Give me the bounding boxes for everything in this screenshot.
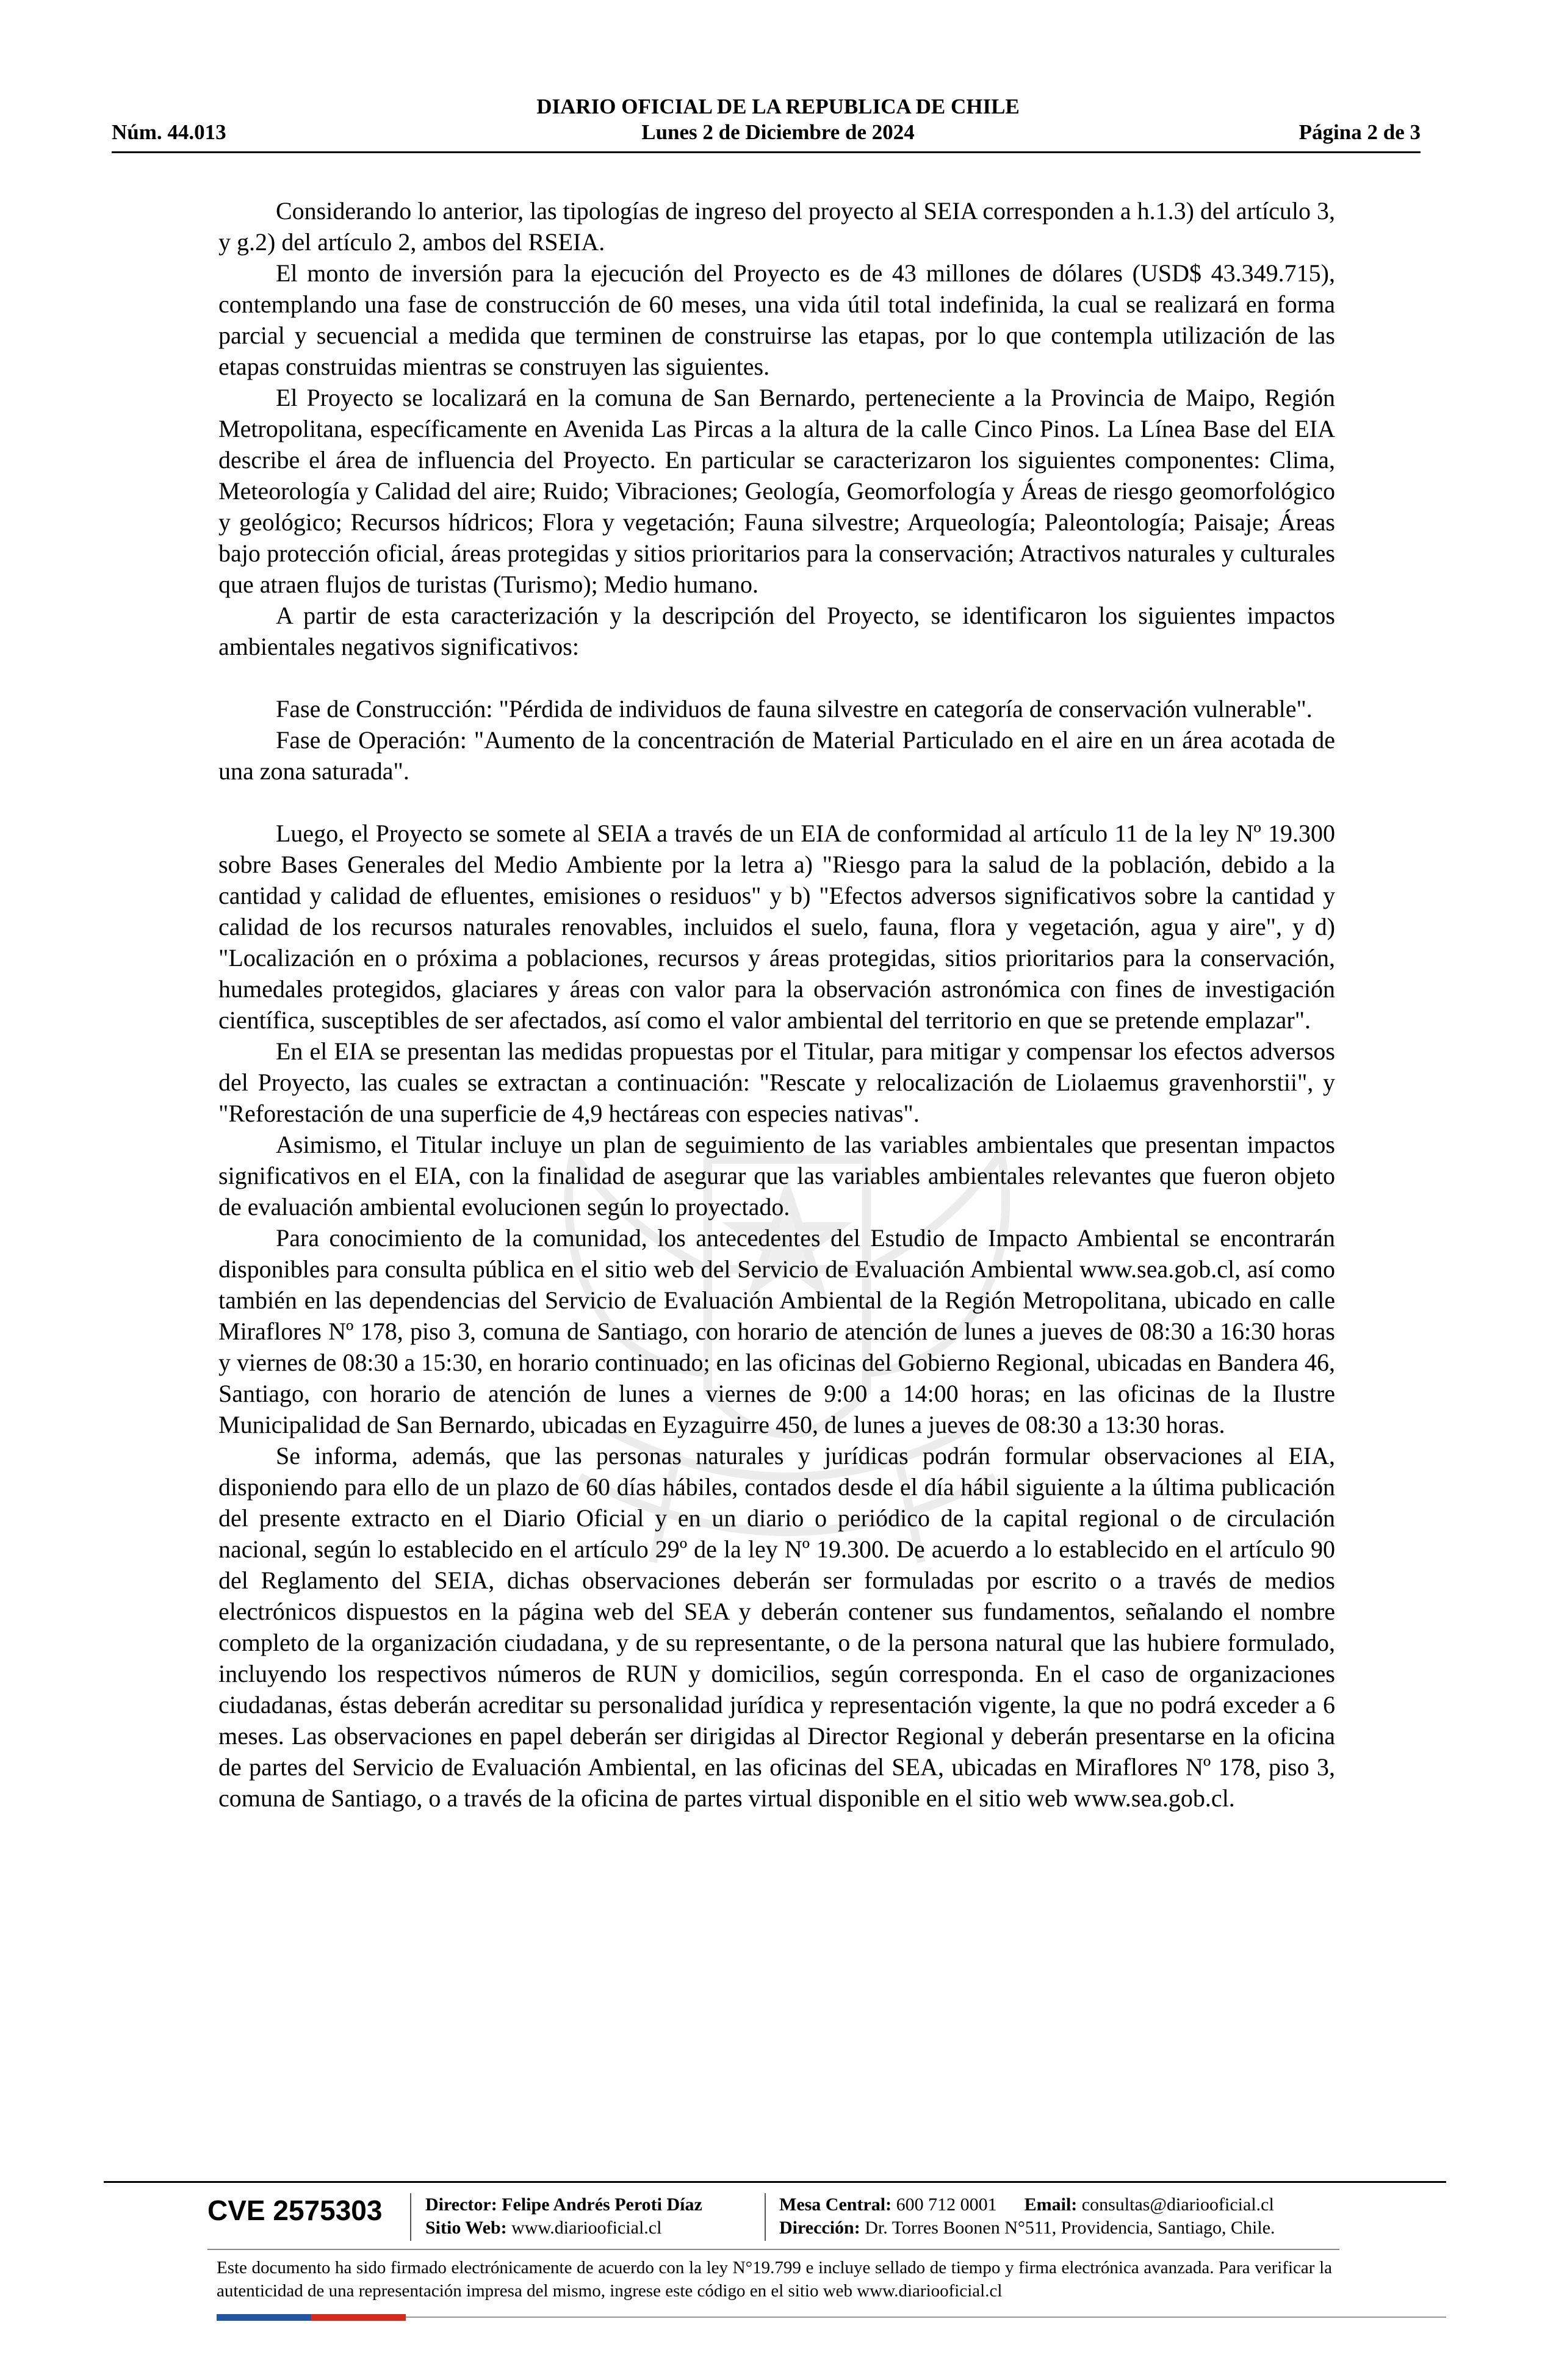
website-line [425,2216,661,2240]
paragraph-investment: El monto de inversión para la ejecución del Proyecto es de 43 millones de dólares (USD$ 43.349.715), contemplando una fase de construcción de 60 meses, una vida útil total indefinida, la cual se realizará en forma parcial y secuencial a medida que terminen de construirse las etapas, por lo que contempla utilización de las etapas construidas mientras se construyen las siguientes. [218,259,1335,380]
issue-number: Núm. 44.013 [112,120,226,144]
cve-code: CVE 2575303 [207,2194,383,2226]
website-link[interactable]: www.diariooficial.cl [511,2218,662,2238]
spacer [218,662,1335,693]
spacer [218,787,1335,818]
email-label: Email: [1024,2194,1078,2215]
chile-flag-bar [217,2314,406,2321]
paragraph-operation-phase: Fase de Operación: "Aumento de la concentración de Material Particulado en el aire en un área acotada de una zona saturada". [218,726,1335,785]
newspaper-title: DIARIO OFICIAL DE LA REPUBLICA DE CHILE [536,95,1020,118]
article-body [218,195,1335,1814]
paragraph-construction-phase: Fase de Construcción: "Pérdida de individuos de fauna silvestre en categoría de conservación vulnerable". [276,695,1313,723]
address-line [779,2216,1275,2240]
address-label: Dirección: [779,2218,860,2238]
page-indicator: Página 2 de 3 [1298,120,1421,144]
issue-date: Lunes 2 de Diciembre de 2024 [641,120,915,144]
footer-divider-middle [207,2249,1339,2250]
paragraph-observations: Se informa, además, que las personas naturales y jurídicas podrán formular observaciones al EIA, disponiendo para ello de un plazo de 60 días hábiles, contados desde el día hábil siguiente a la última publicación del presente extracto en el Diario Oficial y en un diario o periódico de la capital regional o de circulación nacional, según lo establecido en el artículo 29º de la ley Nº 19.300. De acuerdo a lo establecido en el artículo 90 del Reglamento del SEIA, dichas observaciones deberán ser formuladas por escrito o a través de medios electrónicos dispuestos en la página web del SEA y deberán contener sus fundamentos, señalando el nombre completo de la organización ciudadana, y de su representante, o de la persona natural que las hubiere formulado, incluyendo los respectivos números de RUN y domicilios, según corresponda. En el caso de organizaciones ciudadanas, éstas deberán acreditar su personalidad jurídica y representación vigente, la que no podrá exceder a 6 meses. Las observaciones en papel deberán ser dirigidas al Director Regional y deberán presentarse en la oficina de partes del Servicio de Evaluación Ambiental, en las oficinas del SEA, ubicadas en Miraflores Nº 178, piso 3, comuna de Santiago, o a través de la oficina de partes virtual disponible en el sitio web www.sea.gob.cl. [218,1442,1335,1812]
director-name: Felipe Andrés Peroti Díaz [502,2194,702,2215]
flag-blue-stripe [217,2314,311,2321]
footer-separator [765,2193,766,2241]
paragraph-typologies: Considerando lo anterior, las tipologías de ingreso del proyecto al SEIA corresponden a h.1.3) del artículo 3, y g.2) del artículo 2, ambos del RSEIA. [218,197,1335,256]
paragraph-impacts-intro: A partir de esta caracterización y la descripción del Proyecto, se identificaron los siguientes impactos ambientales negativos significativos: [218,602,1335,660]
director-label: Director: [425,2194,497,2215]
website-label: Sitio Web: [425,2218,507,2238]
paragraph-seia-submission: Luego, el Proyecto se somete al SEIA a través de un EIA de conformidad al artículo 11 de la ley Nº 19.300 sobre Bases Generales del Medio Ambiente por la letra a) "Riesgo para la salud de la población, debido a la cantidad y calidad de efluentes, emisiones o residuos" y b) "Efectos adversos significativos sobre la cantidad y calidad de los recursos naturales renovables, incluidos el suelo, fauna, flora y vegetación, agua y aire", y d) "Localización en o próxima a poblaciones, recursos y áreas protegidas, sitios prioritarios para la conservación, humedales protegidos, glaciares y áreas con valor para la observación astronómica con fines de investigación científica, susceptibles de ser afectados, así como el valor ambiental del territorio en que se pretende emplazar". [218,820,1335,1034]
phone-number: 600 712 0001 [896,2194,997,2215]
paragraph-public-consultation: Para conocimiento de la comunidad, los antecedentes del Estudio de Impacto Ambiental se encontrarán disponibles para consulta pública en el sitio web del Servicio de Evaluación Ambiental www.sea.gob.cl, así como también en las dependencias del Servicio de Evaluación Ambiental de la Región Metropolitana, ubicado en calle Miraflores Nº 178, piso 3, comuna de Santiago, con horario de atención de lunes a jueves de 08:30 a 16:30 horas y viernes de 08:30 a 15:30, en horario continuado; en las oficinas del Gobierno Regional, ubicadas en Bandera 46, Santiago, con horario de atención de lunes a viernes de 9:00 a 14:00 horas; en las oficinas de la Ilustre Municipalidad de San Bernardo, ubicadas en Eyzaguirre 450, de lunes a jueves de 08:30 a 13:30 horas. [218,1224,1335,1438]
paragraph-mitigation-measures: En el EIA se presentan las medidas propuestas por el Titular, para mitigar y compensar los efectos adversos del Proyecto, las cuales se extractan a continuación: "Rescate y relocalización de Liolaemus gravenhorstii", y "Reforestación de una superficie de 4,9 hectáreas con especies nativas". [218,1037,1335,1127]
footer-divider-top [104,2181,1446,2183]
address-value: Dr. Torres Boonen N°511, Providencia, Santiago, Chile. [865,2218,1275,2238]
footer-separator [410,2193,411,2241]
phone-label: Mesa Central: [779,2194,892,2215]
header-divider [112,151,1421,153]
contact-line [779,2193,1274,2216]
email-link[interactable]: consultas@diariooficial.cl [1081,2194,1274,2215]
paragraph-monitoring-plan: Asimismo, el Titular incluye un plan de seguimiento de las variables ambientales que presentan impactos significativos en el EIA, con la finalidad de asegurar que las variables ambientales relevantes que fueron objeto de evaluación ambiental evolucionen según lo proyectado. [218,1131,1335,1221]
paragraph-location: El Proyecto se localizará en la comuna de San Bernardo, perteneciente a la Provincia de Maipo, Región Metropolitana, específicamente en Avenida Las Pircas a la altura de la calle Cinco Pinos. La Línea Base del EIA describe el área de influencia del Proyecto. En particular se caracterizaron los siguientes componentes: Clima, Meteorología y Calidad del aire; Ruido; Vibraciones; Geología, Geomorfología y Áreas de riesgo geomorfológico y geológico; Recursos hídricos; Flora y vegetación; Fauna silvestre; Arqueología; Paleontología; Paisaje; Áreas bajo protección oficial, áreas protegidas y sitios prioritarios para la conservación; Atractivos naturales y culturales que atraen flujos de turistas (Turismo); Medio humano. [218,384,1335,598]
director-line [425,2193,702,2216]
electronic-signature-notice: Este documento ha sido firmado electrónicamente de acuerdo con la ley N°19.799 e incluye sellado de tiempo y firma electrónica avanzada. Para verificar la autenticidad de una representación impresa del mismo, ingrese este código en el sitio web www.diariooficial.cl [217,2258,1332,2301]
flag-red-stripe [311,2314,406,2321]
